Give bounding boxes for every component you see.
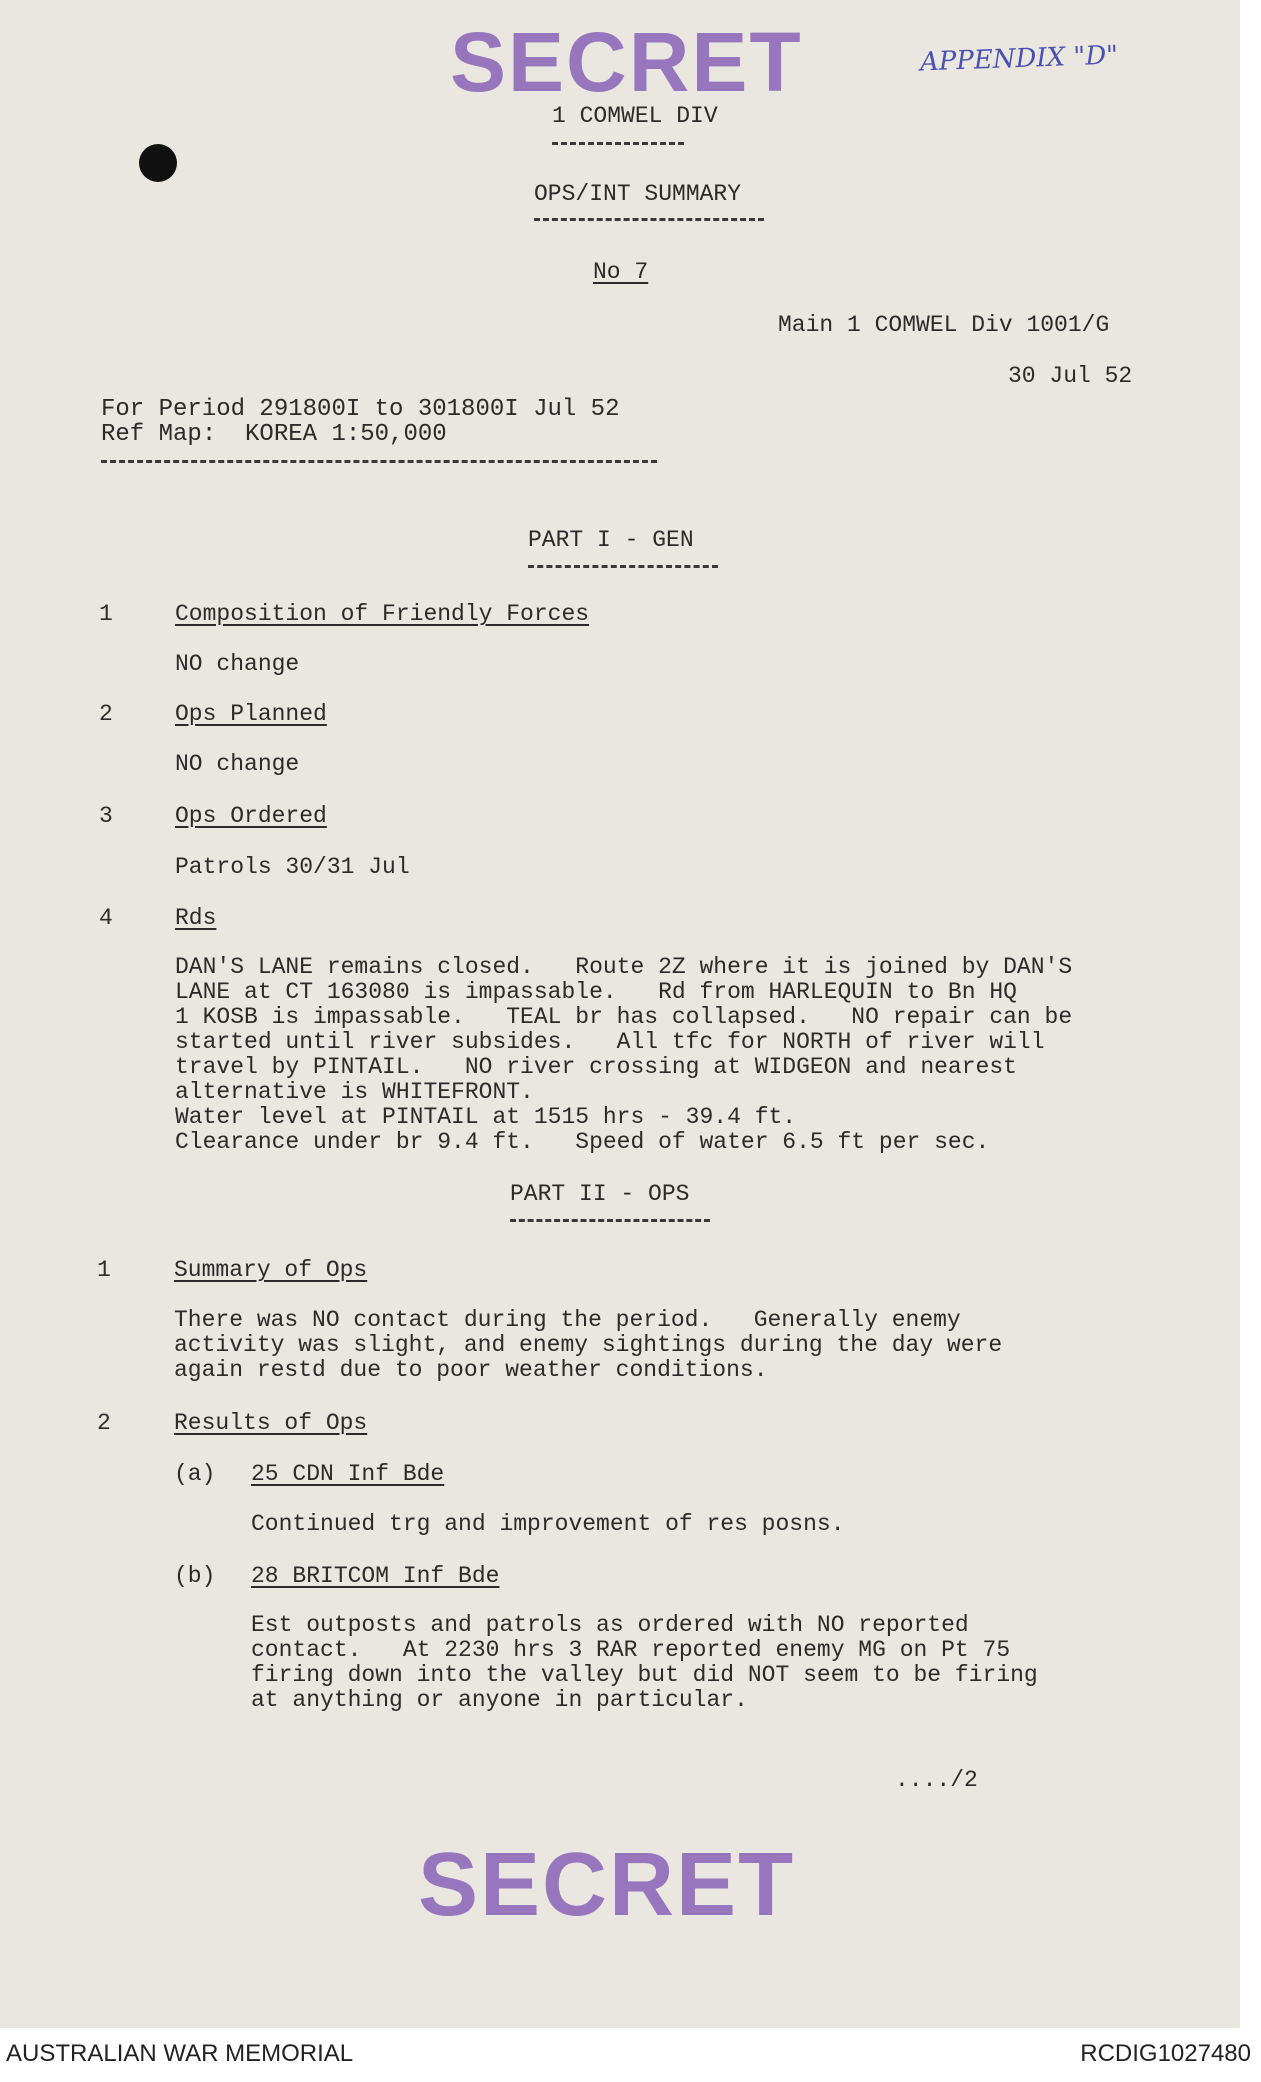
paragraph-line: DAN'S LANE remains closed. Route 2Z where it is joined by DAN'S <box>175 954 1073 980</box>
reference-number: Main 1 COMWEL Div 1001/G <box>778 312 1110 338</box>
divider <box>510 1219 710 1222</box>
paragraph-line: 1 KOSB is impassable. TEAL br has collapsed. NO repair can be <box>175 1004 1073 1030</box>
divider <box>101 460 657 463</box>
item-number: 4 <box>99 905 113 931</box>
divider <box>528 565 718 568</box>
divider <box>552 142 684 145</box>
paragraph-line: alternative is WHITEFRONT. <box>175 1079 534 1105</box>
secret-stamp-bottom: SECRET <box>418 1835 796 1935</box>
item-number: 2 <box>97 1410 111 1436</box>
item-body: NO change <box>175 651 300 677</box>
paragraph-line: at anything or anyone in particular. <box>251 1687 748 1713</box>
item-heading: Summary of Ops <box>174 1257 368 1283</box>
paragraph-line: again restd due to poor weather conditions. <box>174 1357 768 1383</box>
summary-number: No 7 <box>593 259 649 285</box>
punch-hole <box>139 144 177 182</box>
item-heading: Ops Planned <box>175 701 327 727</box>
paragraph-line: Est outposts and patrols as ordered with NO reported <box>251 1612 969 1638</box>
footer-source: AUSTRALIAN WAR MEMORIAL <box>6 2040 354 2067</box>
sub-item-heading: 28 BRITCOM Inf Bde <box>251 1563 500 1589</box>
item-heading: Composition of Friendly Forces <box>175 601 590 627</box>
paragraph-line: Water level at PINTAIL at 1515 hrs - 39.4 ft. <box>175 1104 797 1130</box>
sub-item-body <box>251 1613 1038 1713</box>
paragraph-line: Continued trg and improvement of res posns. <box>251 1511 845 1537</box>
report-period: For Period 291800I to 301800I Jul 52 <box>101 396 620 423</box>
item-number: 1 <box>99 601 113 627</box>
sub-item-label: (a) <box>174 1461 216 1487</box>
paragraph-line: There was NO contact during the period. Generally enemy <box>174 1307 961 1333</box>
paragraph-line: activity was slight, and enemy sightings during the day were <box>174 1332 1003 1358</box>
summary-paragraph <box>174 1308 1002 1383</box>
item-number: 3 <box>99 803 113 829</box>
item-heading: Ops Ordered <box>175 803 327 829</box>
sub-item-body <box>251 1512 845 1537</box>
appendix-annotation: APPENDIX "D" <box>919 40 1119 78</box>
secret-stamp-top: SECRET <box>450 15 803 109</box>
continuation-marker: ..../2 <box>895 1767 978 1793</box>
item-body: NO change <box>175 751 300 777</box>
part2-heading: PART II - OPS <box>510 1181 690 1207</box>
item-heading: Results of Ops <box>174 1410 368 1436</box>
item-heading: Rds <box>175 905 217 931</box>
item-number: 2 <box>99 701 113 727</box>
sub-item-label: (b) <box>174 1563 216 1589</box>
sub-item-heading: 25 CDN Inf Bde <box>251 1461 445 1487</box>
paragraph-line: firing down into the valley but did NOT seem to be firing <box>251 1662 1038 1688</box>
item-body: Patrols 30/31 Jul <box>175 854 410 880</box>
document-date: 30 Jul 52 <box>1008 363 1133 389</box>
divider <box>534 218 764 221</box>
summary-title: OPS/INT SUMMARY <box>534 181 742 207</box>
paragraph-line: Clearance under br 9.4 ft. Speed of water 6.5 ft per sec. <box>175 1129 990 1155</box>
roads-paragraph <box>175 955 1072 1155</box>
paragraph-line: LANE at CT 163080 is impassable. Rd from HARLEQUIN to Bn HQ <box>175 979 1017 1005</box>
part1-heading: PART I - GEN <box>528 527 694 553</box>
paragraph-line: contact. At 2230 hrs 3 RAR reported enemy MG on Pt 75 <box>251 1637 1011 1663</box>
footer-catalogue-id: RCDIG1027480 <box>1080 2040 1251 2067</box>
reference-map: Ref Map: KOREA 1:50,000 <box>101 421 447 448</box>
unit-name: 1 COMWEL DIV <box>552 103 718 129</box>
paragraph-line: started until river subsides. All tfc for NORTH of river will <box>175 1029 1045 1055</box>
paragraph-line: travel by PINTAIL. NO river crossing at WIDGEON and nearest <box>175 1054 1017 1080</box>
item-number: 1 <box>97 1257 111 1283</box>
